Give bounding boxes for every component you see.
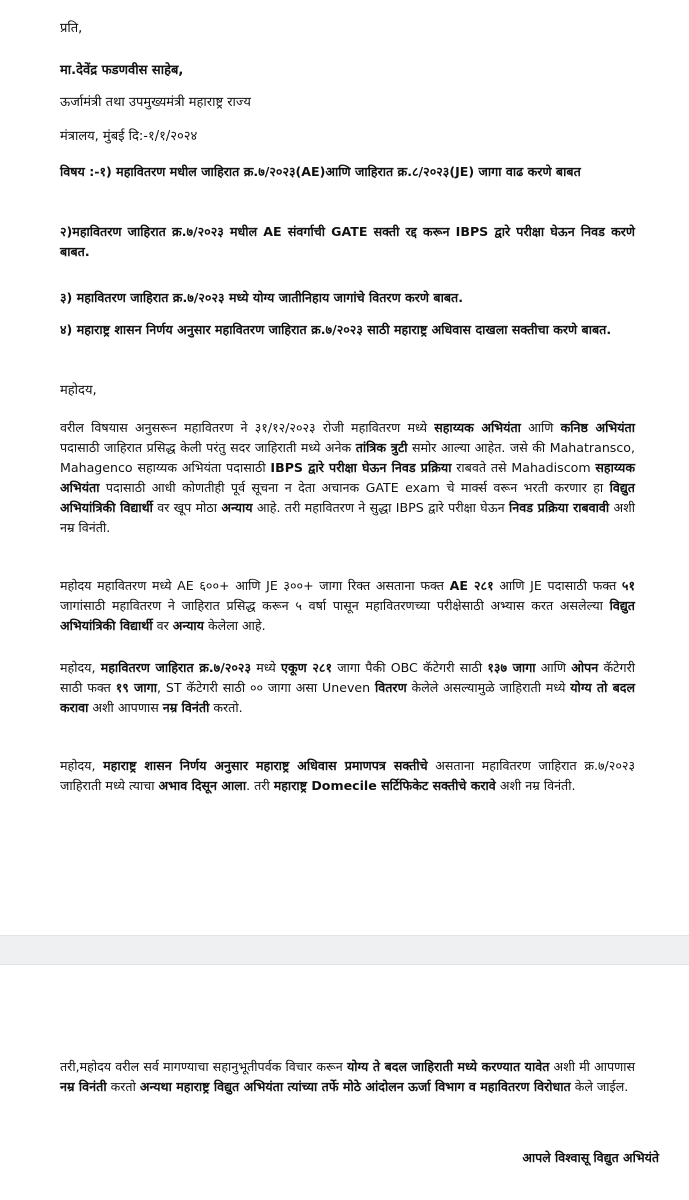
p5-text: तरी,महोदय वरील सर्व मागण्याचा सहानुभूतीपर्वक विचार करून (60, 1059, 347, 1074)
p5-text: अशी मी आपणास (549, 1059, 635, 1074)
p2-text: वर (152, 618, 173, 633)
subject-1: विषय :-१) महावितरण मधील जाहिरात क्र.७/२०२३(AE)आणि जाहिरात क्र.८/२०२३(JE) जागा वाढ करणे बाबत (60, 164, 581, 179)
p1-bold: IBPS द्वारे परीक्षा घेऊन निवड प्रक्रिया (270, 460, 452, 475)
p4-text: महोदय, (60, 758, 104, 773)
salutation-to: प्रति, (60, 21, 83, 36)
p3-text: कॅटेगरी साठी फक्त (60, 660, 635, 695)
p4-bold: महाराष्ट्र Domecile सर्टिफिकेट सक्तीचे करावे (273, 778, 496, 793)
salutation: महोदय, (60, 383, 97, 398)
p1-text: समोर आल्या आहेत. जसे की Mahatransco, Mahagenco सहाय्यक अभियंता पदासाठी (60, 440, 635, 475)
paragraph-5 (60, 1057, 635, 1097)
p2-bold: अन्याय (172, 618, 204, 633)
p1-text: आणि (520, 420, 561, 435)
paragraph-4 (60, 756, 635, 796)
p3-text: आणि (535, 660, 572, 675)
p4-text: असताना महावितरण जाहिरात क्र.७/२०२३ जाहिराती मध्ये त्याचा (60, 758, 635, 793)
paragraph-1 (60, 418, 635, 538)
p5-bold: नम्र विनंती (60, 1079, 107, 1094)
p5-text: करतो (106, 1079, 140, 1094)
p5-bold: अन्यथा महाराष्ट्र विद्युत अभियंता त्यांच्या तर्फे मोठे आंदोलन ऊर्जा विभाग व महावितरण विरोधात (139, 1079, 571, 1094)
p4-bold: महाराष्ट्र शासन निर्णय अनुसार महाराष्ट्र अधिवास प्रमाणपत्र सक्तीचे (103, 758, 428, 773)
p1-text: आहे. तरी महावितरण ने सुद्धा IBPS द्वारे परीक्षा घेऊन (252, 500, 509, 515)
p1-text: वर खूप मोठा (152, 500, 222, 515)
p3-bold: १३७ जागा (487, 660, 536, 675)
p3-text: जागा पैकी OBC कॅटेगरी साठी (332, 660, 488, 675)
p1-bold: विद्युत अभियांत्रिकी विद्यार्थी (60, 480, 635, 515)
p1-text: राबवते तसे Mahadiscom (451, 460, 596, 475)
p1-bold: अन्याय (221, 500, 253, 515)
addressee-designation: ऊर्जामंत्री तथा उपमुख्यमंत्री महाराष्ट्र राज्य (60, 95, 251, 110)
p3-text: मध्ये (251, 660, 282, 675)
subject-3: ३) महावितरण जाहिरात क्र.७/२०२३ मध्ये योग्य जातीनिहाय जागांचे वितरण करणे बाबत. (60, 290, 463, 305)
p1-bold: सहाय्यक अभियंता (60, 460, 635, 495)
p3-text: अशी आपणास (88, 700, 163, 715)
p1-bold: तांत्रिक त्रुटी (355, 440, 408, 455)
subject-2: २)महावितरण जाहिरात क्र.७/२०२३ मधील AE संवर्गाची GATE सक्ती रद्द करून IBPS द्वारे परीक्षा घेऊन निवड करणे बाबत. (60, 224, 635, 259)
p1-bold: कनिष्ठ अभियंता (560, 420, 635, 435)
p3-text: करतो. (209, 700, 243, 715)
p2-text: आणि JE पदासाठी फक्त (493, 578, 622, 593)
p1-text: पदासाठी आधी कोणतीही पूर्व सूचना न देता अचानक GATE exam चे मार्क्स वरून भरती करणार हा (99, 480, 610, 495)
paragraph-2 (60, 576, 635, 636)
p1-bold: निवड प्रक्रिया राबवावी (508, 500, 610, 515)
page-break-divider (0, 935, 689, 965)
letter-page-2 (0, 965, 689, 1200)
p1-bold: सहाय्यक अभियंता (434, 420, 521, 435)
paragraph-3 (60, 658, 635, 718)
p1-text: अशी नम्र विनंती. (60, 500, 635, 535)
p3-bold: नम्र विनंती (162, 700, 210, 715)
p4-text: . तरी (246, 778, 274, 793)
p3-text: , ST कॅटेगरी साठी ०० जागा असा Uneven (157, 680, 375, 695)
p3-bold: एकूण २८१ (281, 660, 333, 675)
p3-bold: ओपन (571, 660, 599, 675)
p2-text: महोदय महावितरण मध्ये AE ६००+ आणि JE ३००+ जागा रिक्त असताना फक्त (60, 578, 450, 593)
addressee-name: मा.देवेंद्र फडणवीस साहेब, (60, 63, 184, 78)
p3-bold: महावितरण जाहिरात क्र.७/२०२३ (100, 660, 252, 675)
p1-text: पदासाठी जाहिरात प्रसिद्ध केली परंतु सदर जाहिराती मध्ये अनेक (60, 440, 356, 455)
p5-text: केले जाईल. (570, 1079, 629, 1094)
signature: आपले विश्वासू विद्युत अभियंते (522, 1150, 659, 1165)
p1-text: वरील विषयास अनुसरून महावितरण ने ३१/१२/२०२३ रोजी महावितरण मध्ये (60, 420, 435, 435)
p2-bold: विद्युत अभियांत्रिकी विद्यार्थी (60, 598, 635, 633)
subject-4: ४) महाराष्ट्र शासन निर्णय अनुसार महावितरण जाहिरात क्र.७/२०२३ साठी महाराष्ट्र अधिवास दाखला सक्तीचा करणे बाबत. (60, 322, 612, 337)
p4-text: अशी नम्र विनंती. (495, 778, 576, 793)
p3-bold: योग्य तो बदल करावा (60, 680, 635, 715)
p2-text: केलेला आहे. (204, 618, 266, 633)
p3-bold: वितरण (374, 680, 407, 695)
p3-bold: १९ जागा (115, 680, 157, 695)
p5-bold: योग्य ते बदल जाहिराती मध्ये करण्यात यावेत (346, 1059, 550, 1074)
p2-bold: ५१ (621, 578, 635, 593)
p3-text: महोदय, (60, 660, 101, 675)
p3-text: केलेले असल्यामुळे जाहिराती मध्ये (406, 680, 571, 695)
p2-text: जागांसाठी महावितरण ने जाहिरात प्रसिद्ध करून ५ वर्षा पासून महावितरणच्या परीक्षेसाठी अभ्यास करत असलेल्या (60, 598, 610, 613)
place-date: मंत्रालय, मुंबई दि:-१/१/२०२४ (60, 129, 198, 144)
p2-bold: AE २८१ (449, 578, 494, 593)
p4-bold: अभाव दिसून आला (158, 778, 247, 793)
